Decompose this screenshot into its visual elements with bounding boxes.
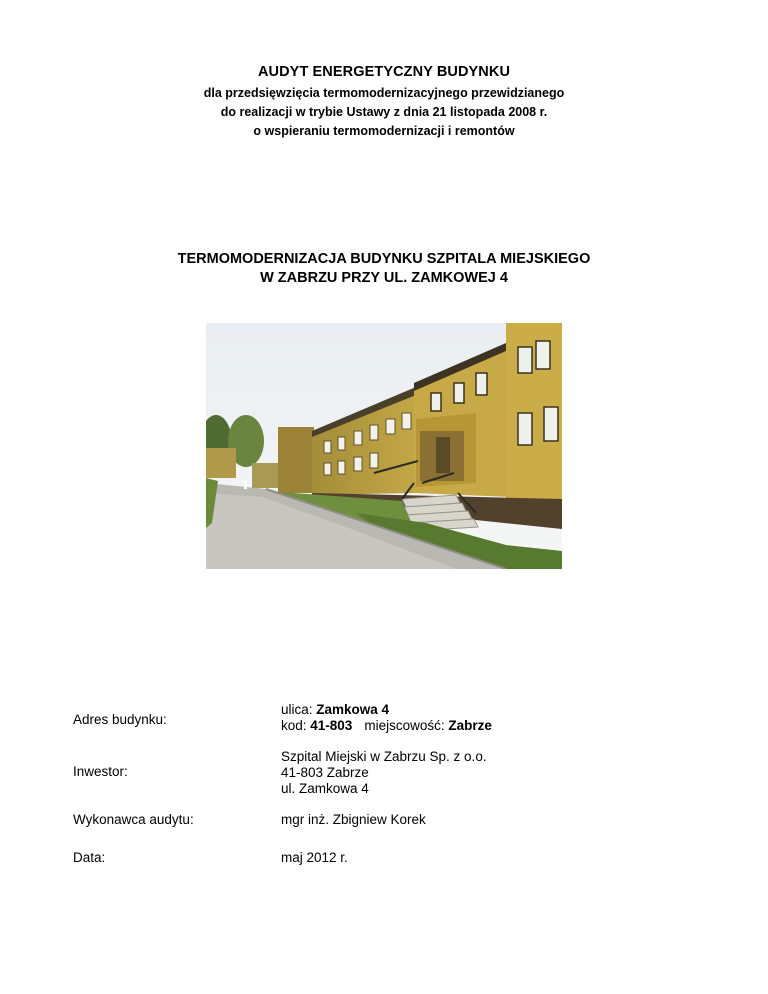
city-label: miejscowość: [364, 718, 449, 733]
subtitle-line-1: dla przedsięwzięcia termomodernizacyjnego przewidzianego [203, 86, 565, 100]
street-label: ulica: [281, 702, 317, 717]
auditor-value: mgr inż. Zbigniew Korek [281, 812, 426, 827]
investor-label: Inwestor: [73, 764, 128, 779]
code-city-line [281, 718, 492, 734]
street-value: Zamkowa 4 [316, 702, 390, 717]
address-label: Adres budynku: [73, 712, 167, 727]
code-value: 41-803 [310, 718, 353, 733]
investor-street: ul. Zamkowa 4 [281, 781, 369, 796]
investor-name: Szpital Miejski w Zabrzu Sp. z o.o. [281, 749, 487, 764]
city-value: Zabrze [448, 718, 492, 733]
investor-postcode: 41-803 Zabrze [281, 765, 369, 780]
date-value: maj 2012 r. [281, 850, 348, 865]
auditor-label: Wykonawca audytu: [73, 812, 194, 827]
subtitle-line-3: o wspieraniu termomodernizacji i remontów [253, 124, 515, 138]
document-title: AUDYT ENERGETYCZNY BUDYNKU [257, 64, 511, 80]
subtitle-line-2: do realizacji w trybie Ustawy z dnia 21 listopada 2008 r. [220, 105, 548, 119]
project-title-line-2: W ZABRZU PRZY UL. ZAMKOWEJ 4 [260, 270, 508, 286]
street-line [281, 702, 492, 718]
investor-value [281, 749, 487, 797]
address-value [281, 702, 492, 734]
project-title-line-1: TERMOMODERNIZACJA BUDYNKU SZPITALA MIEJSKIEGO [177, 251, 591, 267]
building-photo [206, 323, 562, 569]
date-label: Data: [73, 850, 106, 865]
code-label: kod: [281, 718, 311, 733]
